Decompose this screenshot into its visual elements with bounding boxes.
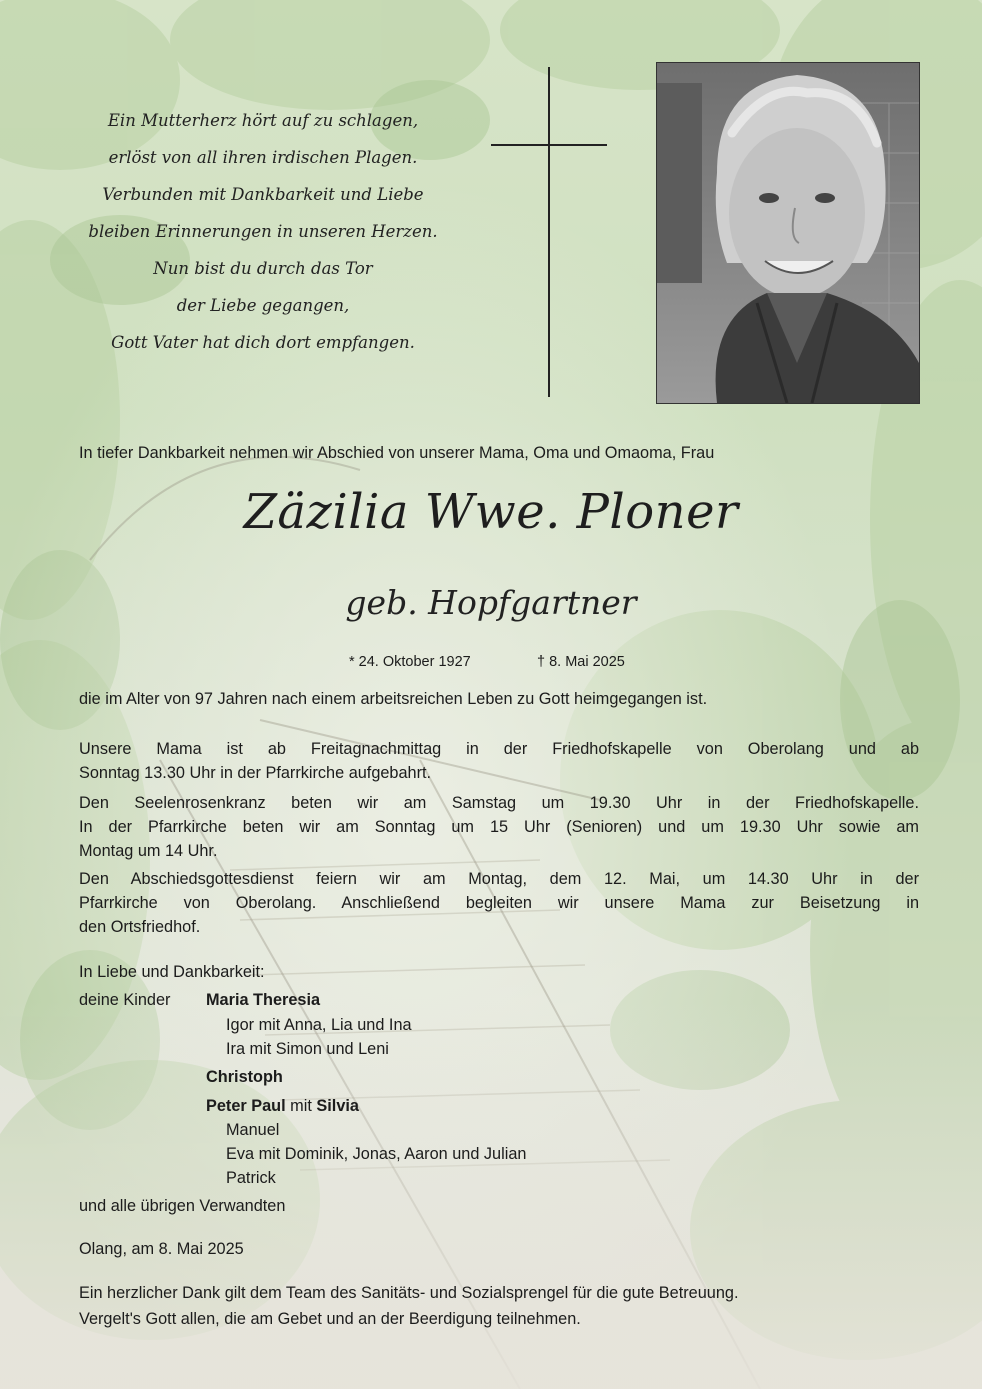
with-word: mit bbox=[290, 1097, 312, 1115]
verse-line: erlöst von all ihren irdischen Plagen. bbox=[108, 148, 418, 167]
death-date: † 8. Mai 2025 bbox=[537, 654, 625, 670]
paragraph-line: Den Seelenrosenkranz beten wir am Samstag um 19.30 Uhr in der Friedhofskapelle. bbox=[79, 794, 919, 812]
relatives-line: und alle übrigen Verwandten bbox=[79, 1197, 286, 1215]
paragraph-line: Unsere Mama ist ab Freitagnachmittag in der Friedhofskapelle von Oberolang und ab bbox=[79, 740, 919, 758]
thanks-line: Ein herzlicher Dank gilt dem Team des Sanitäts- und Sozialsprengel für die gute Betreuung. bbox=[79, 1284, 739, 1302]
age-line: die im Alter von 97 Jahren nach einem arbeitsreichen Leben zu Gott heimgegangen ist. bbox=[79, 690, 708, 708]
grandchild-line: Patrick bbox=[226, 1169, 276, 1187]
maiden-name: geb. Hopfgartner bbox=[345, 583, 637, 622]
verse-line: bleiben Erinnerungen in unseren Herzen. bbox=[88, 222, 438, 241]
verse-line: Ein Mutterherz hört auf zu schlagen, bbox=[107, 111, 419, 130]
paragraph-line: den Ortsfriedhof. bbox=[79, 918, 201, 936]
paragraph-line: In der Pfarrkirche beten wir am Sonntag um 15 Uhr (Senioren) und um 19.30 Uhr sowie am bbox=[79, 818, 919, 836]
grandchild-line: Ira mit Simon und Leni bbox=[226, 1040, 389, 1058]
verse-line: Nun bist du durch das Tor bbox=[153, 259, 373, 278]
grandchild-line: Igor mit Anna, Lia und Ina bbox=[226, 1016, 412, 1034]
paragraph-line: Pfarrkirche von Oberolang. Anschließend begleiten wir unsere Mama zur Beisetzung in bbox=[79, 894, 919, 912]
paragraph-line: Den Abschiedsgottesdienst feiern wir am Montag, dem 12. Mai, um 14.30 Uhr in der bbox=[79, 870, 919, 888]
child-name bbox=[206, 1097, 359, 1116]
verse-line: Verbunden mit Dankbarkeit und Liebe bbox=[102, 185, 424, 204]
funeral-paragraph bbox=[79, 867, 919, 939]
paragraph-line: Sonntag 13.30 Uhr in der Pfarrkirche aufgebahrt. bbox=[79, 764, 432, 782]
verse-line: Gott Vater hat dich dort empfangen. bbox=[111, 333, 415, 352]
rosary-paragraph bbox=[79, 791, 919, 863]
grandchild-line: Manuel bbox=[226, 1121, 280, 1139]
spouse-name: Silvia bbox=[316, 1097, 359, 1115]
child-name-text: Peter Paul bbox=[206, 1097, 286, 1115]
family-heading: In Liebe und Dankbarkeit: bbox=[79, 963, 265, 981]
birth-date: * 24. Oktober 1927 bbox=[349, 654, 471, 670]
children-prefix: deine Kinder bbox=[79, 991, 171, 1009]
viewing-paragraph bbox=[79, 737, 919, 785]
portrait-photo bbox=[656, 62, 920, 404]
intro-line: In tiefer Dankbarkeit nehmen wir Abschied von unserer Mama, Oma und Omaoma, Frau bbox=[79, 444, 715, 462]
child-name-text: Maria Theresia bbox=[206, 991, 321, 1009]
child-name bbox=[206, 991, 320, 1010]
thanks-line: Vergelt's Gott allen, die am Gebet und an der Beerdigung teilnehmen. bbox=[79, 1310, 581, 1328]
paragraph-line: Montag um 14 Uhr. bbox=[79, 842, 218, 860]
place-date: Olang, am 8. Mai 2025 bbox=[79, 1240, 244, 1258]
deceased-name: Zäzilia Wwe. Ploner bbox=[243, 484, 739, 540]
cross-icon bbox=[491, 67, 607, 397]
verse-line: der Liebe gegangen, bbox=[176, 296, 350, 315]
memorial-verse bbox=[62, 102, 464, 361]
child-name bbox=[206, 1068, 283, 1087]
grandchild-line: Eva mit Dominik, Jonas, Aaron und Julian bbox=[226, 1145, 527, 1163]
child-name-text: Christoph bbox=[206, 1068, 283, 1086]
